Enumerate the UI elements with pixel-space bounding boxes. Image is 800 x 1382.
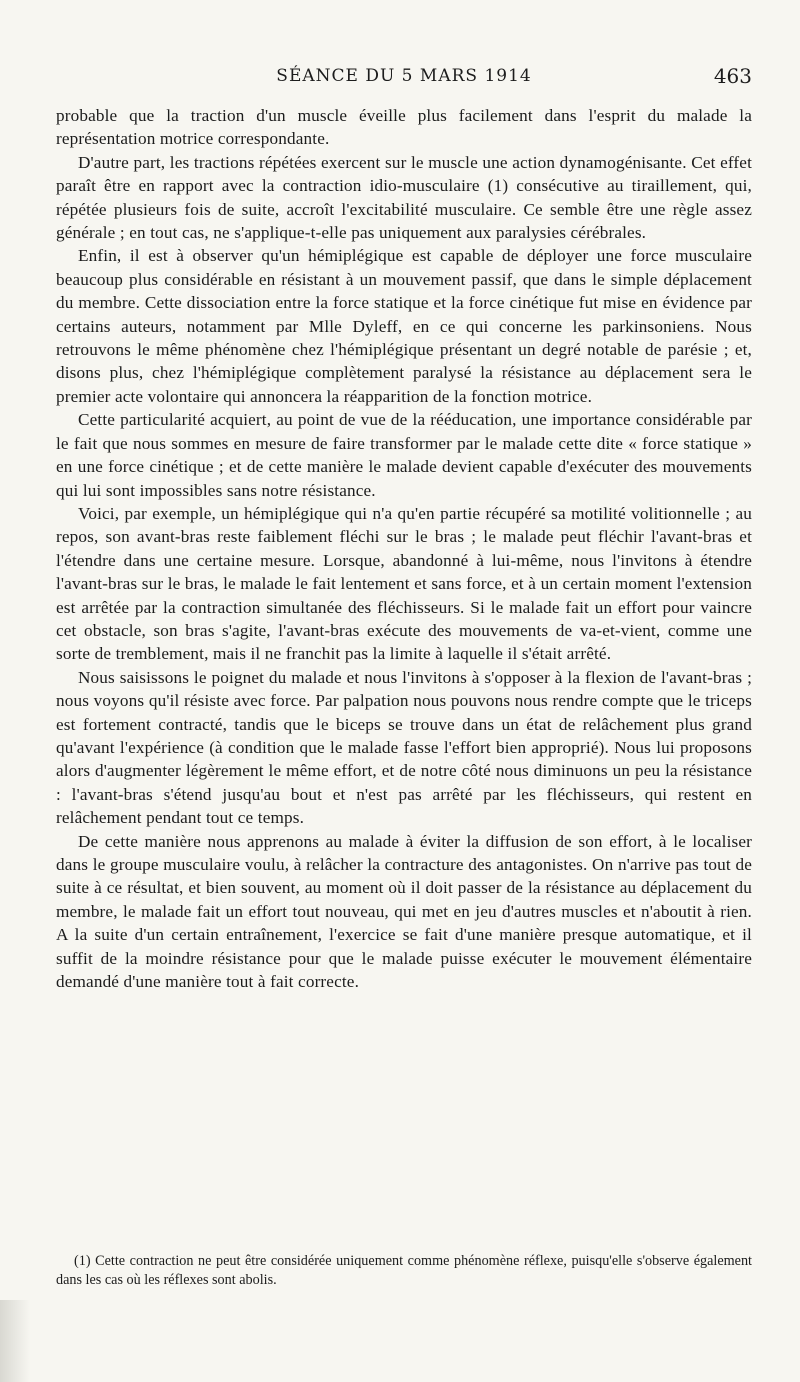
body-text (56, 104, 752, 993)
page-number: 463 (713, 64, 752, 88)
paragraph: D'autre part, les tractions répétées exercent sur le muscle une action dynamogénisante. Cet effet paraît être en rapport avec la contraction idio-musculaire (1) consécutive au tiraillement, qui, répétée plusieurs fois de suite, accroît l'excitabilité musculaire. Ce semble être une règle assez générale ; en tout cas, ne s'applique-t-elle pas uniquement aux paralysies cérébrales. (56, 152, 752, 243)
paragraph: Nous saisissons le poignet du malade et nous l'invitons à s'opposer à la flexion de l'avant-bras ; nous voyons qu'il résiste avec force. Par palpation nous pouvons nous rendre compte que le triceps est fortement contracté, tandis que le biceps se trouve dans un état de relâchement plus grand qu'avant l'expérience (à condition que le malade fasse l'effort bien approprié). Nous lui proposons alors d'augmenter légèrement le même effort, et de notre côté nous diminuons un peu la résistance : l'avant-bras s'étend jusqu'au bout et n'est pas arrêté par les fléchisseurs, qui restent en relâchement pendant tout ce temps. (56, 667, 752, 828)
page-edge-shadow (0, 1300, 30, 1382)
paragraph: Cette particularité acquiert, au point de vue de la rééducation, une importance considérable par le fait que nous sommes en mesure de faire transformer par le malade cette dite « force statique » en une force cinétique ; et de cette manière le malade devient capable d'exécuter des mouvements qui lui sont impossibles sans notre résistance. (56, 410, 752, 500)
paragraph: De cette manière nous apprenons au malade à éviter la diffusion de son effort, à le localiser dans le groupe musculaire voulu, à relâcher la contracture des antagonistes. On n'arrive pas tout de suite à ce résultat, et bien souvent, au moment où il doit passer de la résistance au déplacement du membre, le malade fait un effort tout nouveau, qui met en jeu d'autres muscles et n'aboutit à rien. A la suite d'un certain entraînement, l'exercice se fait d'une manière presque automatique, et il suffit de la moindre résistance pour que le malade puisse exécuter le mouvement élémentaire demandé d'une manière tout à fait correcte. (56, 831, 752, 992)
paragraph: Enfin, il est à observer qu'un hémiplégique est capable de déployer une force musculaire beaucoup plus considérable en résistant à un mouvement passif, que dans le simple déplacement du membre. Cette dissociation entre la force statique et la force cinétique fut mise en évidence par certains auteurs, notamment par Mlle Dyleff, en ce qui concerne les parkinsoniens. Nous retrouvons le même phénomène chez l'hémiplégique présentant un degré notable de parésie ; et, disons plus, chez l'hémiplégique complètement paralysé la résistance au déplacement sera le premier acte volontaire qui annoncera la réapparition de la fonction motrice. (56, 246, 752, 406)
running-title: SÉANCE DU 5 MARS 1914 (276, 66, 532, 86)
running-head (56, 62, 752, 92)
footnote (56, 1252, 752, 1290)
paragraph: Voici, par exemple, un hémiplégique qui n'a qu'en partie récupéré sa motilité volitionnelle ; au repos, son avant-bras reste faiblement fléchi sur le bras ; le malade peut fléchir l'avant-bras et l'étendre dans une certaine mesure. Lorsque, abandonné à lui-même, nous l'invitons à étendre l'avant-bras sur le bras, le malade le fait lentement et sans force, et à un certain moment l'extension est arrêtée par la contraction simultanée des fléchisseurs. Si le malade fait un effort pour vaincre cet obstacle, son bras s'agite, l'avant-bras exécute des mouvements de va-et-vient, comme une sorte de tremblement, mais il ne franchit pas la limite à laquelle il s'était arrêté. (56, 503, 752, 664)
paragraph: probable que la traction d'un muscle éveille plus facilement dans l'esprit du malade la représentation motrice correspondante. (56, 106, 752, 149)
footnote-text: (1) Cette contraction ne peut être considérée uniquement comme phénomène réflexe, puisqu'elle s'observe également dans les cas où les réflexes sont abolis. (56, 1253, 752, 1288)
